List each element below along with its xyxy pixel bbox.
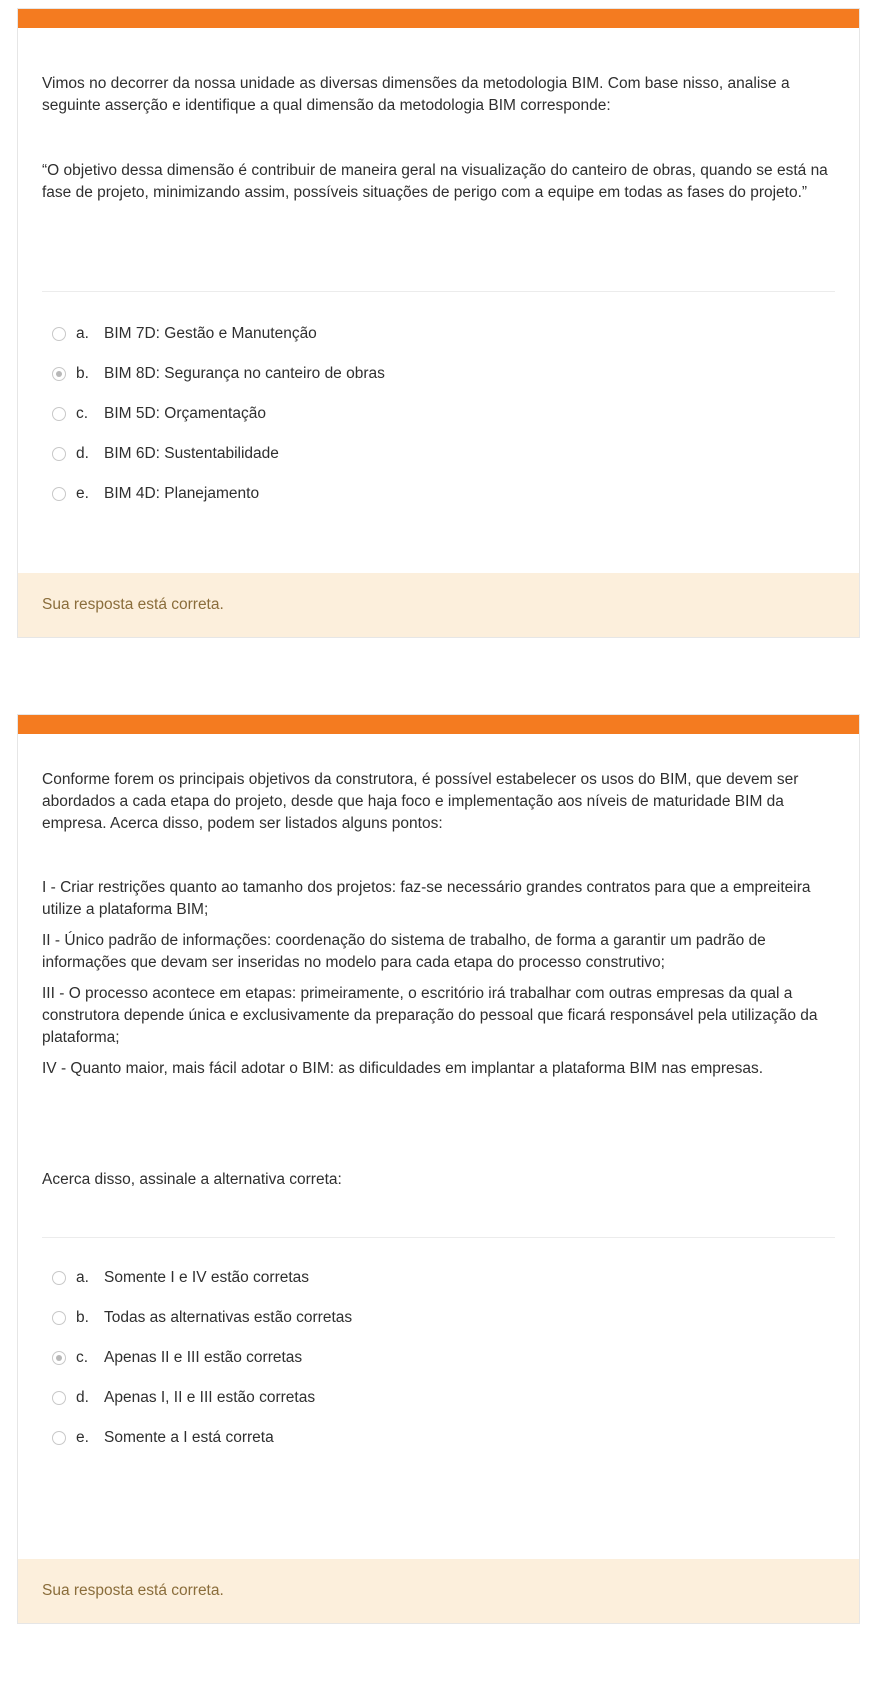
- answer-text: Apenas II e III estão corretas: [104, 1349, 303, 1366]
- question-intro: Vimos no decorrer da nossa unidade as diversas dimensões da metodologia BIM. Com base nisso, analise a seguinte asserção e identifique a qual dimensão da metodologia BIM corresponde:: [42, 75, 790, 114]
- answer-text: Somente I e IV estão corretas: [104, 1269, 310, 1286]
- question-prompt-block: [18, 1169, 366, 1191]
- answer-options: [52, 314, 385, 514]
- answer-option-b[interactable]: b. Todas as alternativas estão corretas: [52, 1298, 352, 1338]
- radio-button[interactable]: [52, 407, 66, 421]
- answer-text: BIM 7D: Gestão e Manutenção: [104, 325, 317, 342]
- answer-text: Todas as alternativas estão corretas: [104, 1309, 353, 1326]
- radio-button[interactable]: [52, 1271, 66, 1285]
- answer-option-d[interactable]: d. BIM 6D: Sustentabilidade: [52, 434, 385, 474]
- question-prompt: Acerca disso, assinale a alternativa correta:: [42, 1171, 342, 1188]
- radio-button[interactable]: [52, 1311, 66, 1325]
- answer-option-c[interactable]: c. Apenas II e III estão corretas: [52, 1338, 352, 1378]
- question-card-2: [17, 714, 860, 1624]
- answer-option-a[interactable]: a. Somente I e IV estão corretas: [52, 1258, 352, 1298]
- answer-options: [52, 1258, 352, 1458]
- answer-option-d[interactable]: d. Apenas I, II e III estão corretas: [52, 1378, 352, 1418]
- answer-text: BIM 4D: Planejamento: [104, 485, 260, 502]
- radio-button[interactable]: [52, 1431, 66, 1445]
- statement-4: IV - Quanto maior, mais fácil adotar o BIM: as dificuldades em implantar a plataforma BIM nas empresas.: [42, 1060, 764, 1077]
- radio-button[interactable]: [52, 327, 66, 341]
- radio-button-selected[interactable]: [52, 367, 66, 381]
- answer-text: BIM 6D: Sustentabilidade: [104, 445, 279, 462]
- question-card-1: [17, 8, 860, 638]
- answer-text: BIM 8D: Segurança no canteiro de obras: [104, 365, 385, 382]
- answer-option-c[interactable]: c. BIM 5D: Orçamentação: [52, 394, 385, 434]
- answer-option-a[interactable]: a. BIM 7D: Gestão e Manutenção: [52, 314, 385, 354]
- question-quote: “O objetivo dessa dimensão é contribuir de maneira geral na visualização do canteiro de obras, quando se está na fase de projeto, minimizando assim, possíveis situações de perigo com a equipe em todas as fases do projeto.”: [42, 162, 828, 201]
- answer-text: Somente a I está correta: [104, 1429, 274, 1446]
- statement-3: III - O processo acontece em etapas: primeiramente, o escritório irá trabalhar com outras empresas da qual a construtora depende única e exclusivamente da preparação do pessoal que ficará responsável pela utilização da plataforma;: [42, 985, 818, 1046]
- question-intro: Conforme forem os principais objetivos da construtora, é possível estabelecer os usos do BIM, que devem ser abordados a cada etapa do projeto, desde que haja foco e implementação aos níveis de maturidade BIM da empresa. Acerca disso, podem ser listados alguns pontos:: [42, 771, 799, 832]
- radio-button[interactable]: [52, 1391, 66, 1405]
- feedback-correct: Sua resposta está correta.: [18, 573, 859, 637]
- radio-button[interactable]: [52, 447, 66, 461]
- statement-2: II - Único padrão de informações: coordenação do sistema de trabalho, de forma a garantir um padrão de informações que devam ser inseridas no modelo para cada etapa do processo construtivo;: [42, 932, 766, 971]
- divider: [42, 1237, 835, 1238]
- answer-text: Apenas I, II e III estão corretas: [104, 1389, 316, 1406]
- answer-text: BIM 5D: Orçamentação: [104, 405, 266, 422]
- statement-list: [18, 877, 859, 1080]
- divider: [42, 291, 835, 292]
- question-text: [18, 73, 859, 117]
- question-header-bar: [18, 9, 859, 28]
- question-text: [18, 769, 859, 835]
- answer-option-e[interactable]: e. Somente a I está correta: [52, 1418, 352, 1458]
- feedback-correct: Sua resposta está correta.: [18, 1559, 859, 1623]
- radio-button[interactable]: [52, 487, 66, 501]
- answer-option-b[interactable]: b. BIM 8D: Segurança no canteiro de obras: [52, 354, 385, 394]
- answer-option-e[interactable]: e. BIM 4D: Planejamento: [52, 474, 385, 514]
- statement-1: I - Criar restrições quanto ao tamanho dos projetos: faz-se necessário grandes contratos para que a empreiteira utilize a plataforma BIM;: [42, 879, 811, 918]
- radio-button-selected[interactable]: [52, 1351, 66, 1365]
- question-quote-block: [18, 160, 859, 204]
- question-header-bar: [18, 715, 859, 734]
